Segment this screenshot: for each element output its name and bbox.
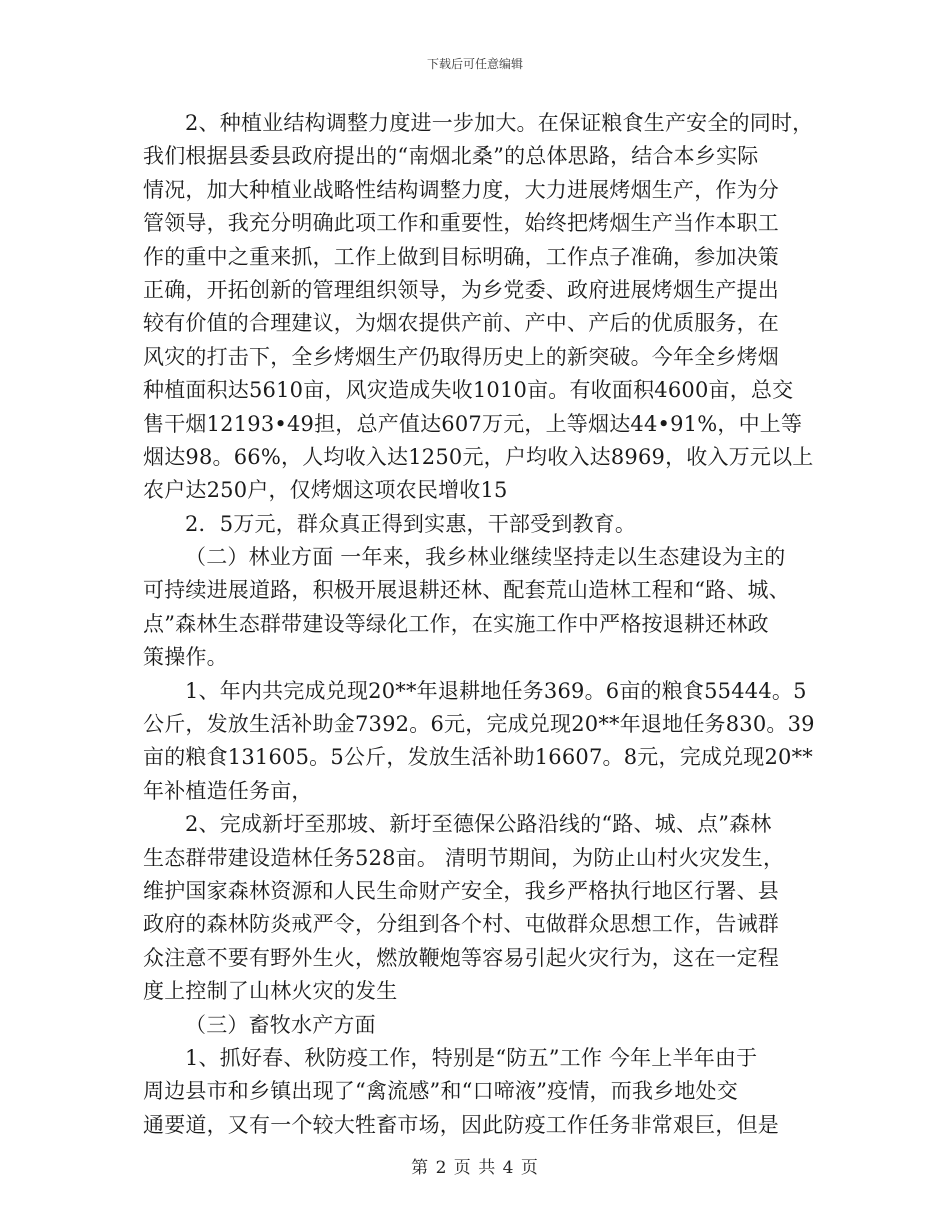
text-line: 可持续进展道路，积极开展退耕还林、配套荒山造林工程和“路、城、 xyxy=(143,578,790,603)
text-line: 风灾的打击下，全乡烤烟生产仍取得历史上的新突破。今年全乡烤烟 xyxy=(143,344,779,369)
document-body xyxy=(143,107,815,1142)
text-line: 维护国家森林资源和人民生命财产安全，我乡严格执行地区行署、县 xyxy=(143,878,779,903)
text-line: 作的重中之重来抓，工作上做到目标明确，工作点子准确，参加决策 xyxy=(143,244,779,269)
text-line: 种植面积达5610亩，风灾造成失收1010亩。有收面积4600亩，总交 xyxy=(143,378,794,403)
text-line: 我们根据县委县政府提出的“南烟北桑”的总体思路，结合本乡实际 xyxy=(143,144,759,169)
text-line: 情况，加大种植业战略性结构调整力度，大力进展烤烟生产，作为分 xyxy=(143,177,779,202)
text-line: 售干烟12193•49担，总产值达607万元，上等烟达44•91%，中上等 xyxy=(143,411,803,436)
text-line: 亩的粮食131605。5公斤，发放生活补助16607。8元，完成兑现20** xyxy=(143,745,814,770)
text-line: 周边县市和乡镇出现了“禽流感”和“口啼液”疫情，而我乡地处交 xyxy=(143,1079,738,1104)
text-line: 2、完成新圩至那坡、新圩至德保公路沿线的“路、城、点”森林 xyxy=(185,812,772,837)
page-number: 第 2 页 共 4 页 xyxy=(411,1158,539,1178)
text-line: （二）林业方面 一年来，我乡林业继续坚持走以生态建设为主的 xyxy=(185,545,786,570)
text-line: （三）畜牧水产方面 xyxy=(185,1012,376,1037)
text-line: 1、抓好春、秋防疫工作，特别是“防五”工作 今年上半年由于 xyxy=(185,1045,758,1070)
page-header: 下载后可任意编辑 xyxy=(426,57,523,71)
text-line: 农户达250户，仅烤烟这项农民增收15 xyxy=(143,478,508,503)
text-line: 正确，开拓创新的管理组织领导，为乡党委、政府进展烤烟生产提出 xyxy=(143,277,779,302)
text-line: 1、年内共完成兑现20**年退耕地任务369。6亩的粮食55444。5 xyxy=(185,678,807,703)
text-line: 政府的森林防炎戒严令，分组到各个村、屯做群众思想工作，告诫群 xyxy=(143,912,779,937)
text-line: 较有价值的合理建议，为烟农提供产前、产中、产后的优质服务，在 xyxy=(143,311,779,336)
text-line: 众注意不要有野外生火，燃放鞭炮等容易引起火灾行为，这在一定程 xyxy=(143,945,779,970)
text-line: 度上控制了山林火灾的发生 xyxy=(143,979,398,1004)
text-line: 管领导，我充分明确此项工作和重要性，始终把烤烟生产当作本职工 xyxy=(143,211,779,236)
text-line: 烟达98。66%，人均收入达1250元，户均收入达8969，收入万元以上 xyxy=(143,444,814,469)
text-line: 2．5万元，群众真正得到实惠，干部受到教育。 xyxy=(185,511,637,536)
text-line: 生态群带建设造林任务528亩。 清明节期间，为防止山村火灾发生， xyxy=(143,845,785,870)
text-line: 通要道，又有一个较大牲畜市场，因此防疫工作任务非常艰巨，但是 xyxy=(143,1112,779,1137)
text-line: 策操作。 xyxy=(143,645,228,670)
text-line: 2、种植业结构调整力度进一步加大。在保证粮食生产安全的同时， xyxy=(185,111,814,135)
text-line: 点”森林生态群带建设等绿化工作，在实施工作中严格按退耕还林政 xyxy=(143,611,769,636)
text-line: 年补植造任务亩， xyxy=(143,778,313,803)
text-line: 公斤，发放生活补助金7392。6元，完成兑现20**年退地任务830。39 xyxy=(143,712,815,737)
